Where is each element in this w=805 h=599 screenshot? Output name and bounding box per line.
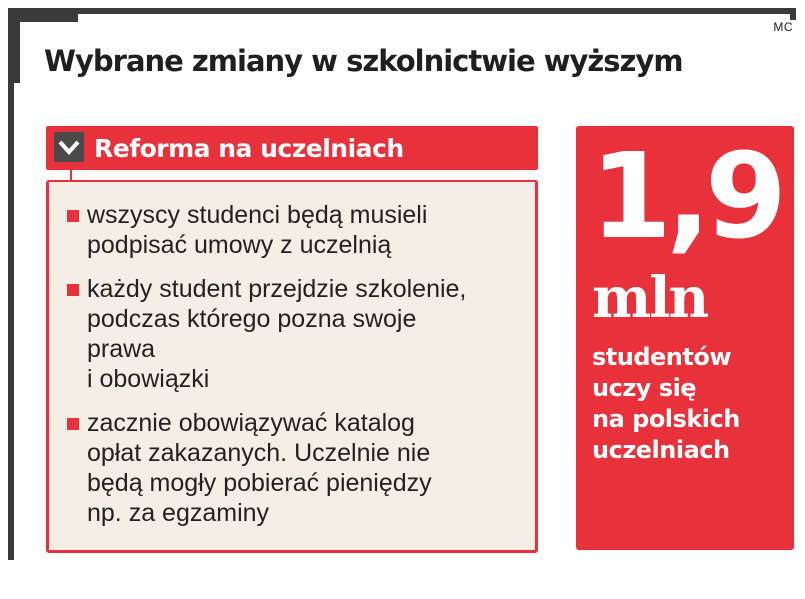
square-bullet-icon	[67, 284, 79, 296]
list-item-text: każdy student przejdzie szkolenie, podczas którego pozna swoje prawa i obowiązki	[87, 275, 467, 393]
list-item	[67, 274, 527, 394]
panel-header	[46, 126, 538, 170]
list-item-text: wszyscy studenci będą musieli podpisać umowy z uczelnią	[87, 201, 428, 259]
frame-top-line	[8, 8, 796, 14]
list-item	[67, 408, 527, 528]
chevron-down-icon	[54, 132, 84, 162]
page-title: Wybrane zmiany w szkolnictwie wyższym	[44, 44, 683, 78]
panel-connector	[70, 170, 72, 180]
author-credit: MC	[773, 20, 793, 34]
square-bullet-icon	[67, 210, 79, 222]
frame-right-tick	[790, 8, 796, 20]
panel-body	[46, 180, 538, 553]
frame-corner-vertical	[8, 8, 20, 83]
reform-list	[67, 200, 527, 542]
stat-box	[576, 126, 794, 550]
panel-title: Reforma na uczelniach	[94, 134, 404, 163]
frame-left-line	[8, 8, 14, 560]
list-item	[67, 200, 527, 260]
stat-caption: studentów uczy się na polskich uczelniach	[592, 343, 740, 464]
square-bullet-icon	[67, 418, 79, 430]
stat-number: 1,9	[590, 127, 782, 265]
stat-unit: mln	[592, 265, 708, 331]
list-item-text: zacznie obowiązywać katalog opłat zakazanych. Uczelnie nie będą mogły pobierać pieniędzy np. za egzaminy	[87, 409, 432, 527]
